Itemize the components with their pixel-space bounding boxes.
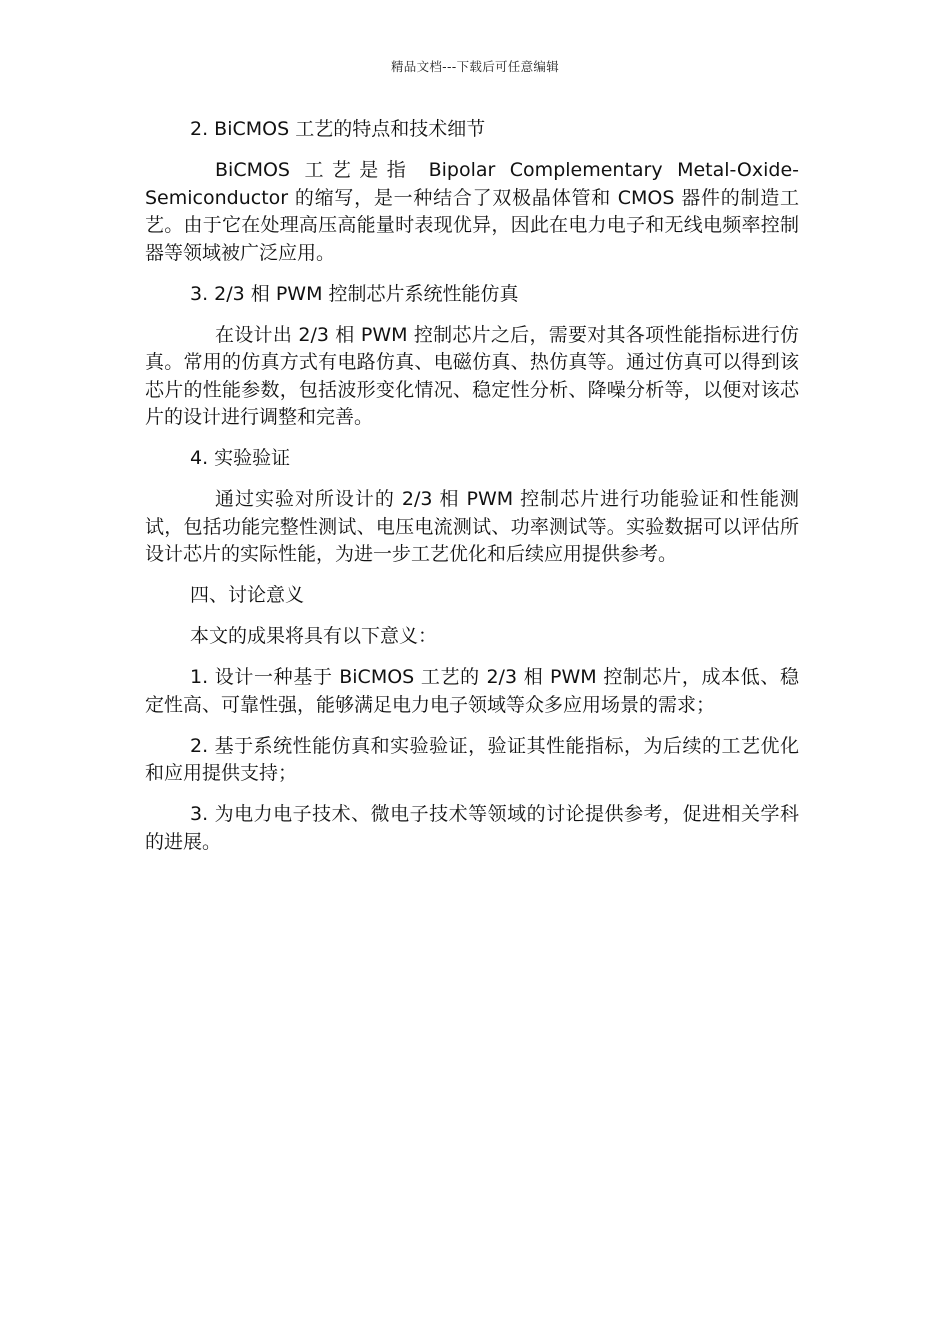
page-header: 精品文档---下载后可任意编辑 bbox=[390, 59, 560, 74]
section-heading-experiment: 4. 实验验证 bbox=[190, 447, 291, 469]
section-heading-bicmos: 2. BiCMOS 工艺的特点和技术细节 bbox=[190, 118, 486, 140]
paragraph-experiment: 通过实验对所设计的 2/3 相 PWM 控制芯片进行功能验证和性能测试，包括功能完整性测试、电压电流测试、功率测试等。实验数据可以评估所设计芯片的实际性能，为进一步工艺优化和后续应用提供参考。 bbox=[145, 488, 799, 565]
paragraph-simulation: 在设计出 2/3 相 PWM 控制芯片之后，需要对其各项性能指标进行仿真。常用的仿真方式有电路仿真、电磁仿真、热仿真等。通过仿真可以得到该芯片的性能参数，包括波形变化情况、稳定性分析、降噪分析等，以便对该芯片的设计进行调整和完善。 bbox=[145, 323, 799, 428]
section-heading-simulation: 3. 2/3 相 PWM 控制芯片系统性能仿真 bbox=[190, 282, 519, 305]
document-body bbox=[145, 116, 799, 870]
section-heading-significance: 四、讨论意义 bbox=[190, 584, 305, 606]
significance-item-1: 1. 设计一种基于 BiCMOS 工艺的 2/3 相 PWM 控制芯片，成本低、稳定性高、可靠性强，能够满足电力电子领域等众多应用场景的需求； bbox=[145, 666, 799, 716]
paragraph-bicmos: BiCMOS 工艺是指 Bipolar Complementary Metal-Oxide-Semiconductor 的缩写，是一种结合了双极晶体管和 CMOS 器件的制造工艺。由于它在处理高压高能量时表现优异，因此在电力电子和无线电频率控制器等领域被广泛应用。 bbox=[145, 159, 799, 264]
significance-item-3: 3. 为电力电子技术、微电子技术等领域的讨论提供参考，促进相关学科的进展。 bbox=[145, 803, 799, 853]
significance-item-2: 2. 基于系统性能仿真和实验验证，验证其性能指标，为后续的工艺优化和应用提供支持； bbox=[145, 734, 799, 784]
paragraph-significance-intro: 本文的成果将具有以下意义： bbox=[190, 625, 438, 647]
